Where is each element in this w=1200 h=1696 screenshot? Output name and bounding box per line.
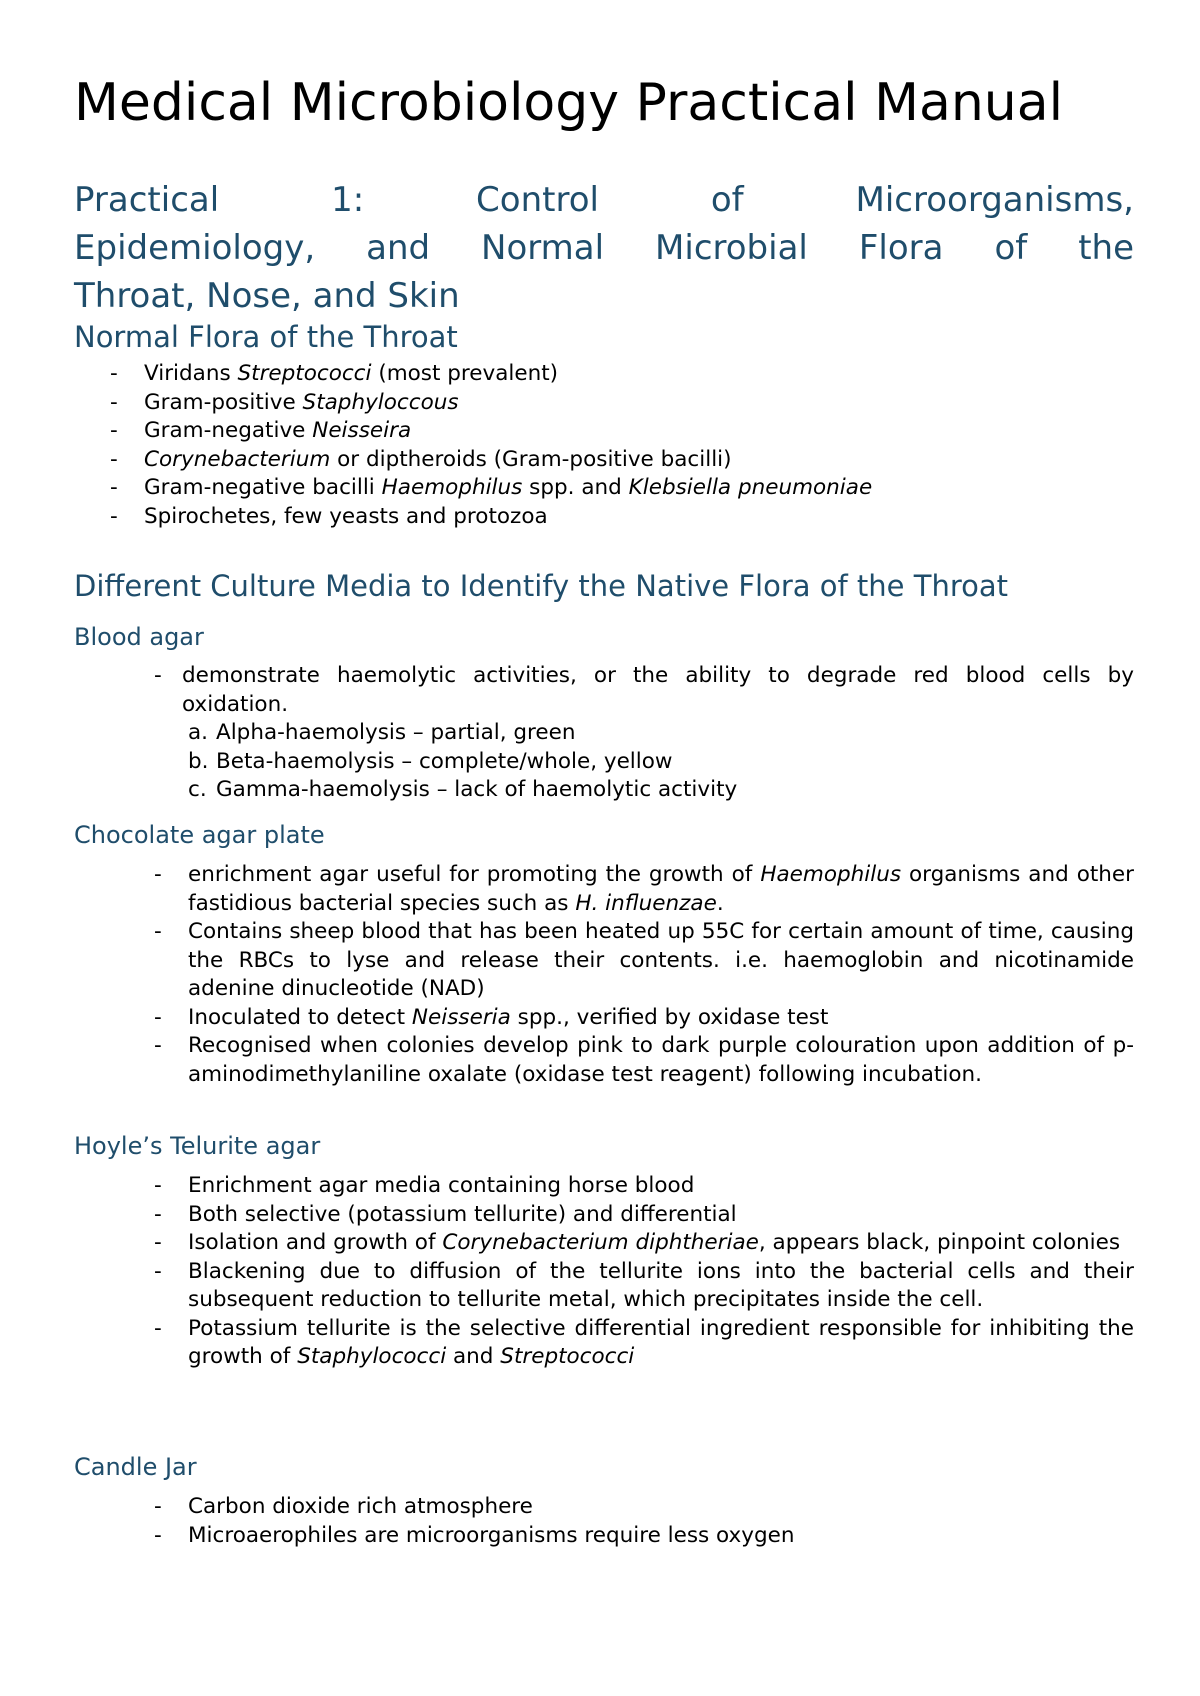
- list-item: - Contains sheep blood that has been heated up 55C for certain amount of time, causing the RBCs to lyse and release their contents. i.e. haemoglobin and nicotinamide adenine dinucleotide (NAD): [74, 918, 1134, 1004]
- list-item: - demonstrate haemolytic activities, or the ability to degrade red blood cells by oxidation.: [74, 662, 1134, 719]
- haemolysis-list: [74, 719, 737, 805]
- candle-jar-list: [74, 1493, 1134, 1550]
- list-marker: b.: [188, 748, 209, 774]
- list-item: - Enrichment agar media containing horse blood: [74, 1172, 1134, 1201]
- list-item: - Isolation and growth of Corynebacterium diphtheriae, appears black, pinpoint colonies: [74, 1229, 1134, 1258]
- subsection-heading-blood-agar: Blood agar: [74, 623, 204, 651]
- practical-heading-line: Practical 1: Control of Microorganisms,: [74, 180, 1134, 220]
- list-item: c. Gamma-haemolysis – lack of haemolytic activity: [74, 776, 737, 805]
- list-item: - Inoculated to detect Neisseria spp., verified by oxidase test: [74, 1004, 1134, 1033]
- subsection-heading-chocolate-agar: Chocolate agar plate: [74, 821, 325, 849]
- normal-flora-list: [74, 360, 872, 531]
- chocolate-agar-list: [74, 861, 1134, 1089]
- list-item: - Both selective (potassium tellurite) and differential: [74, 1201, 1134, 1230]
- practical-heading-line: Throat, Nose, and Skin: [74, 276, 460, 316]
- practical-heading-line: Epidemiology, and Normal Microbial Flora of the: [74, 228, 1134, 268]
- subsection-heading-hoyles-agar: Hoyle’s Telurite agar: [74, 1132, 321, 1160]
- list-item: - enrichment agar useful for promoting the growth of Haemophilus organisms and other fastidious bacterial species such as H. influenzae.: [74, 861, 1134, 918]
- list-item: - Microaerophiles are microorganisms require less oxygen: [74, 1522, 1134, 1551]
- subsection-heading-candle-jar: Candle Jar: [74, 1453, 197, 1481]
- list-item: - Viridans Streptococci (most prevalent): [74, 360, 872, 389]
- list-item: a. Alpha-haemolysis – partial, green: [74, 719, 737, 748]
- list-item: - Gram-positive Staphyloccous: [74, 389, 872, 418]
- list-item: - Recognised when colonies develop pink to dark purple colouration upon addition of p-aminodimethylaniline oxalate (oxidase test reagent) following incubation.: [74, 1032, 1134, 1089]
- blood-agar-list: [74, 662, 1134, 719]
- list-item: - Carbon dioxide rich atmosphere: [74, 1493, 1134, 1522]
- list-item: - Blackening due to diffusion of the tellurite ions into the bacterial cells and their subsequent reduction to tellurite metal, which precipitates inside the cell.: [74, 1258, 1134, 1315]
- list-item: - Corynebacterium or diptheroids (Gram-positive bacilli): [74, 446, 872, 475]
- list-item: - Gram-negative Neisseira: [74, 417, 872, 446]
- practical-heading: [74, 176, 1134, 320]
- list-item: - Gram-negative bacilli Haemophilus spp. and Klebsiella pneumoniae: [74, 474, 872, 503]
- list-item: - Potassium tellurite is the selective differential ingredient responsible for inhibiting the growth of Staphylococci and Streptococci: [74, 1315, 1134, 1372]
- section-heading-culture-media: Different Culture Media to Identify the Native Flora of the Throat: [74, 569, 1008, 603]
- list-marker: a.: [188, 720, 209, 745]
- hoyles-agar-list: [74, 1172, 1134, 1372]
- list-item: b. Beta-haemolysis – complete/whole, yellow: [74, 748, 737, 777]
- document-title: Medical Microbiology Practical Manual: [74, 73, 1064, 133]
- list-item: - Spirochetes, few yeasts and protozoa: [74, 503, 872, 532]
- list-marker: c.: [188, 777, 207, 802]
- section-heading-normal-flora: Normal Flora of the Throat: [74, 320, 458, 354]
